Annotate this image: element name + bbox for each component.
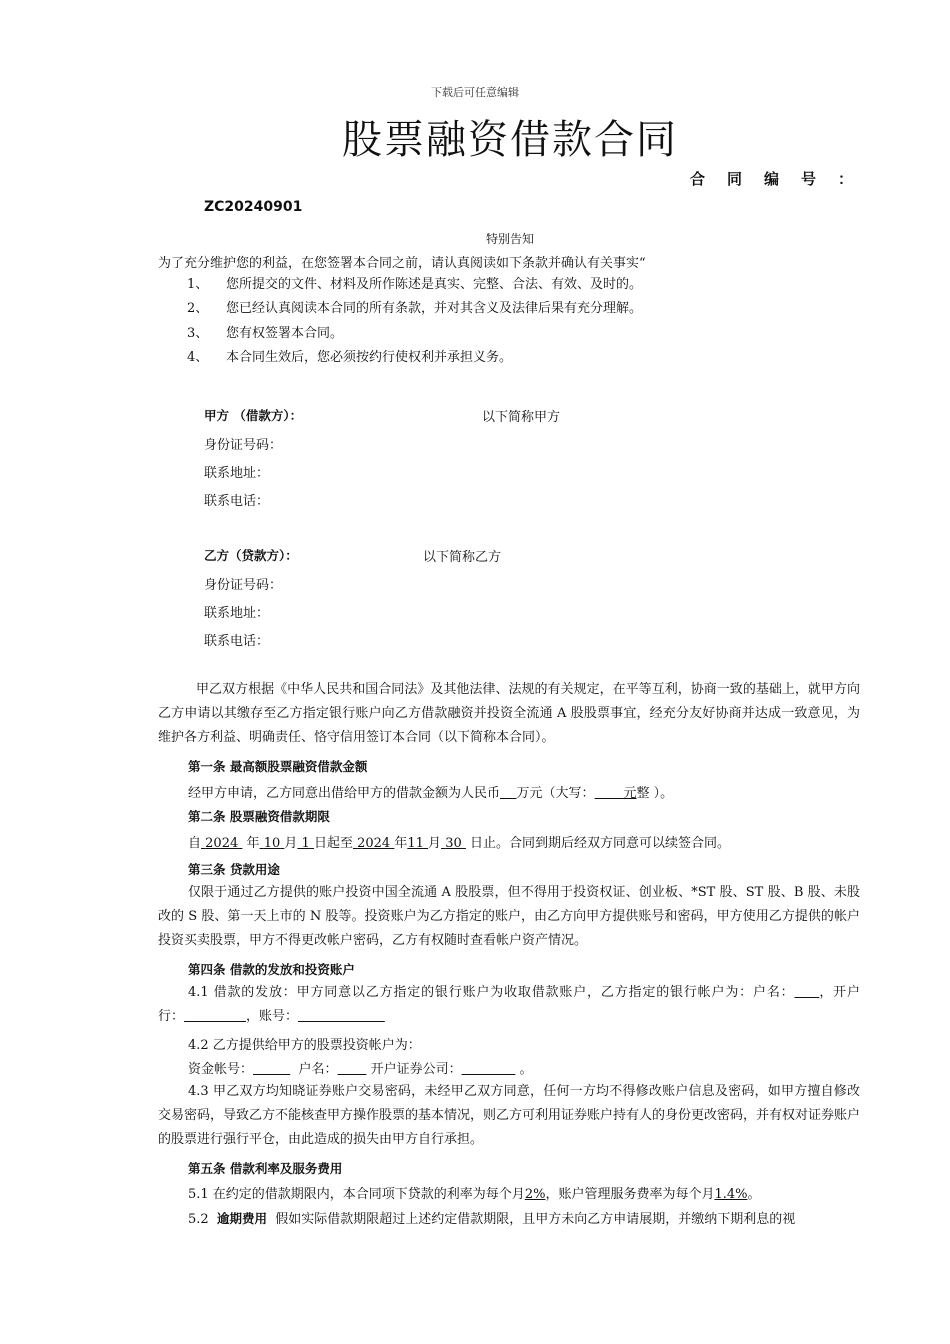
article-4-1-text: 4.1 借款的发放：甲方同意以乙方指定的银行账户为收取借款账户，乙方指定的银行帐户为：户名： ，开户行： ，账号： [158, 985, 860, 1024]
party-a-phone-label: 联系电话： [204, 494, 270, 509]
service-fee-rate: 1.4% [714, 1187, 748, 1202]
blank-field [500, 786, 517, 801]
article-5-2-text: 5.2 逾期费用 假如实际借款期限超过上述约定借款期限，且甲方未向乙方申请展期，并缴纳下期利息的视 [188, 1211, 796, 1227]
blank-field: 元 [623, 786, 637, 801]
notice-item-num: 2、 [187, 301, 209, 316]
party-b-label: 乙方（贷款方）： [204, 548, 298, 563]
notice-item-text: 本合同生效后，您必须按约行使权利并承担义务。 [226, 350, 513, 365]
party-b-address-label: 联系地址： [204, 606, 270, 621]
interest-rate: 2% [524, 1187, 546, 1202]
contract-number-label: 合同编号： [690, 170, 876, 188]
party-b-alias: 以下简称乙方 [423, 550, 502, 565]
party-a-address-label: 联系地址： [204, 466, 270, 481]
article-5-1-text: 5.1 在约定的借款期限内，本合同项下贷款的利率为每个月2%，账户管理服务费率为每个月1.4%。 [188, 1187, 761, 1202]
article-4-3-text: 4.3 甲乙双方均知晓证券账户交易密码，未经甲乙双方同意，任何一方均不得修改账户信息及密码，如甲方擅自修改交易密码，导致乙方不能核查甲方操作股票的基本情况，则乙方可利用证券账户持有人的身份更改密码，并有权对证券账户的股票进行强行平仓，由此造成的损失由甲方自行承担。 [158, 1084, 861, 1147]
notice-title: 特别告知 [485, 232, 534, 246]
article-2-text: 自 2024 年 10 月 1 日起至 2024 年11 月 30 日止。合同到期后经双方同意可以续签合同。 [188, 836, 731, 851]
article-5-title: 第五条 借款利率及服务费用 [188, 1161, 343, 1176]
article-3-title: 第三条 贷款用途 [188, 862, 280, 877]
party-a-label: 甲方 （借款方）： [204, 408, 303, 423]
party-b-phone-label: 联系电话： [204, 634, 270, 649]
notice-item-text: 您有权签署本合同。 [226, 326, 344, 341]
article-3-text: 仅限于通过乙方提供的账户投资中国全流通 A 股股票，但不得用于投资权证、创业板、*ST 股、ST 股、B 股、未股改的 S 股、第一天上市的 N 股等。投资账户为乙方指定的账户，由乙方向甲方提供账号和密码，甲方使用乙方提供的帐户投资买卖股票，甲方不得更改帐户密码，乙方有权随时查看帐户资产情况。 [158, 885, 860, 948]
article-2-title: 第二条 股票融资借款期限 [188, 809, 330, 824]
header-note: 下载后可任意编辑 [431, 86, 519, 99]
notice-intro: 为了充分维护您的利益，在您签署本合同之前，请认真阅读如下条款并确认有关事实“ [158, 256, 646, 271]
notice-item-text: 您已经认真阅读本合同的所有条款，并对其含义及法律后果有充分理解。 [226, 301, 643, 316]
notice-item-text: 您所提交的文件、材料及所作陈述是真实、完整、合法、有效、及时的。 [226, 277, 643, 292]
article-4-2-text: 4.2 乙方提供给甲方的股票投资帐户为： [188, 1038, 421, 1053]
party-a-id-label: 身份证号码： [204, 438, 283, 453]
notice-item-num: 1、 [187, 277, 209, 292]
party-b-id-label: 身份证号码： [204, 578, 283, 593]
article-4-title: 第四条 借款的发放和投资账户 [188, 962, 355, 977]
article-1-text: 经甲方申请，乙方同意出借给甲方的借款金额为人民币 万元（大写： 元整 ）。 [188, 786, 674, 801]
notice-item-num: 3、 [187, 326, 209, 341]
notice-item-num: 4、 [187, 350, 209, 365]
preamble: 甲乙双方根据《中华人民共和国合同法》及其他法律、法规的有关规定，在平等互利，协商一致的基础上，就甲方向乙方申请以其缴存至乙方指定银行账户向乙方借款融资并投资全流通 A 股股票事宜，经充分友好协商并达成一致意见，为维护各方利益、明确责任、恪守信用签订本合同（以下简称本合同）。 [158, 682, 860, 745]
article-1-title: 第一条 最高额股票融资借款金额 [188, 759, 368, 774]
article-4-2-fields: 资金帐号： 户名： 开户证券公司： 。 [188, 1062, 533, 1077]
document-title: 股票融资借款合同 [342, 117, 678, 163]
contract-number: ZC20240901 [204, 199, 303, 215]
party-a-alias: 以下简称甲方 [482, 410, 561, 425]
